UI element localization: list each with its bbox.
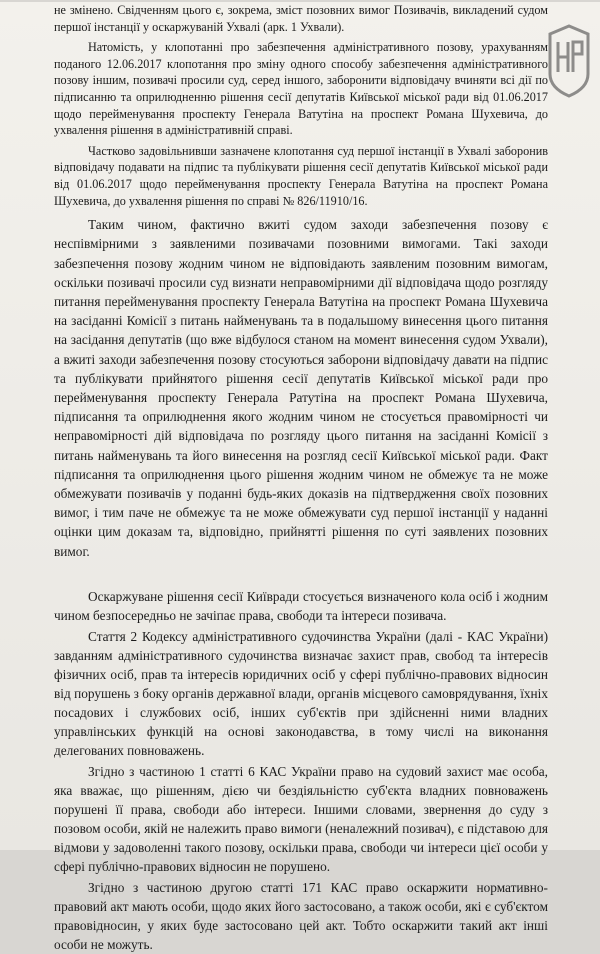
paragraph-3: Частково задовільнивши зазначене клопотання суд першої інстанції в Ухвалі заборонив відповідачу подавати на підпис та публікувати рішення сесії депутатів Київської міської ради від 01.06.2017 щодо перейменування проспекту Генерала Ватутіна на проспект Романа Шухевича, до ухвалення рішення по справі № 826/11910/16. <box>54 143 548 208</box>
paragraph-4: Таким чином, фактично вжиті судом заходи забезпечення позову є неспівмірними з заявленими позивачами позовними вимогами. Такі заходи забезпечення позову жодним чином не відповідають заявленим позовним вимогам, оскільки позивачі просили суд визнати неправомірними дії відповідача щодо розгляду питання перейменування проспекту Генерала Ватутіна на проспект Романа Шухевича на засіданні Комісії з питань найменувань та в подальшому винесення цього питання на засідання депутатів (що вже відбулося станом на момент винесення судом Ухвали), а вжиті заходи забезпечення позову стосуються заборони відповідачу давати на підпис та публікувати прийнятого рішення сесії депутатів Київської міської ради про перейменування проспекту Генерала Ратутіна на проспект Романа Шухевича, підписання та оприлюднення якого жодним чином не стосується правомірності чи неправомірності дій відповідача по розгляду цього питання на засіданні Комісії з питань найменувань та його винесення на розгляд сесії Київської міської ради. Факт підписання та оприлюднення цього рішення жодним чином не обмежує та не може обмежувати позивачів у поданні будь-яких доказів на підтвердження своїх позовних вимог, і тим паче не обмежує та не може обмежувати суд першої інстанції у наданні оцінки цим доказам та, відповідно, прийнятті рішення по суті заявлених позовних вимог. <box>54 217 548 559</box>
document-page <box>0 2 600 952</box>
logo-icon <box>546 24 592 98</box>
paragraph-7: Згідно з частиною 1 статті 6 КАС України право на судовий захист має особа, яка вважає, що рішенням, дією чи бездіяльністю суб'єкта владних повноважень порушені її права, свободи або інтереси. Іншими словами, звернення до суду з позовом особи, якій не належить право вимоги (неналежний позивач), є підставою для відмови у задоволенні такого позову, оскільки права, свободи чи інтереси цієї особи у сфері публічно-правових відносин не порушено. <box>54 763 548 874</box>
paragraph-8: Згідно з частиною другою статті 171 КАС право оскаржити нормативно-правовий акт мають особи, щодо яких його застосовано, а також особи, які є суб'єктом правовідносин, у яких буде застосовано цей акт. Тобто оскаржити такий акт інші особи не можуть. <box>54 879 548 952</box>
paragraph-1: не змінено. Свідченням цього є, зокрема, зміст позовних вимог Позивачів, викладений судом першої інстанції у оскаржуваній Ухвалі (арк. 1 Ухвали). <box>54 3 548 34</box>
paragraph-2: Натомість, у клопотанні про забезпечення адміністративного позову, урахуванням поданого 12.06.2017 клопотання про зміну одного способу забезпечення адміністративного позову іншим, позивачі просили суд, серед іншого, заборонити відповідачу вчиняти всі дії по підписанню та оприлюдненню рішення сесії депутатів Київської міської ради від 01.06.2017 щодо перейменування проспекту Генерала Ватутіна на проспект Романа Шухевича, до ухвалення рішення в адміністративній справі. <box>54 40 548 138</box>
paragraph-5: Оскаржуване рішення сесії Київради стосується визначеного кола осіб і жодним чином безпосередньо не зачіпає права, свободи та інтереси позивача. <box>54 588 548 623</box>
upper-section <box>54 2 548 209</box>
paragraph-6: Стаття 2 Кодексу адміністративного судочинства України (далі - КАС України) завданням адміністративного судочинства визначає захист прав, свобод та інтересів фізичних осіб, прав та інтересів юридичних осіб у сфері публічно-правових відносин від порушень з боку органів державної влади, органів місцевого самоврядування, їхніх посадових і службових осіб, інших суб'єктів при здійсненні ними владних управлінських функцій на основі законодавства, в тому числі на виконання делегованих повноважень. <box>54 628 548 758</box>
